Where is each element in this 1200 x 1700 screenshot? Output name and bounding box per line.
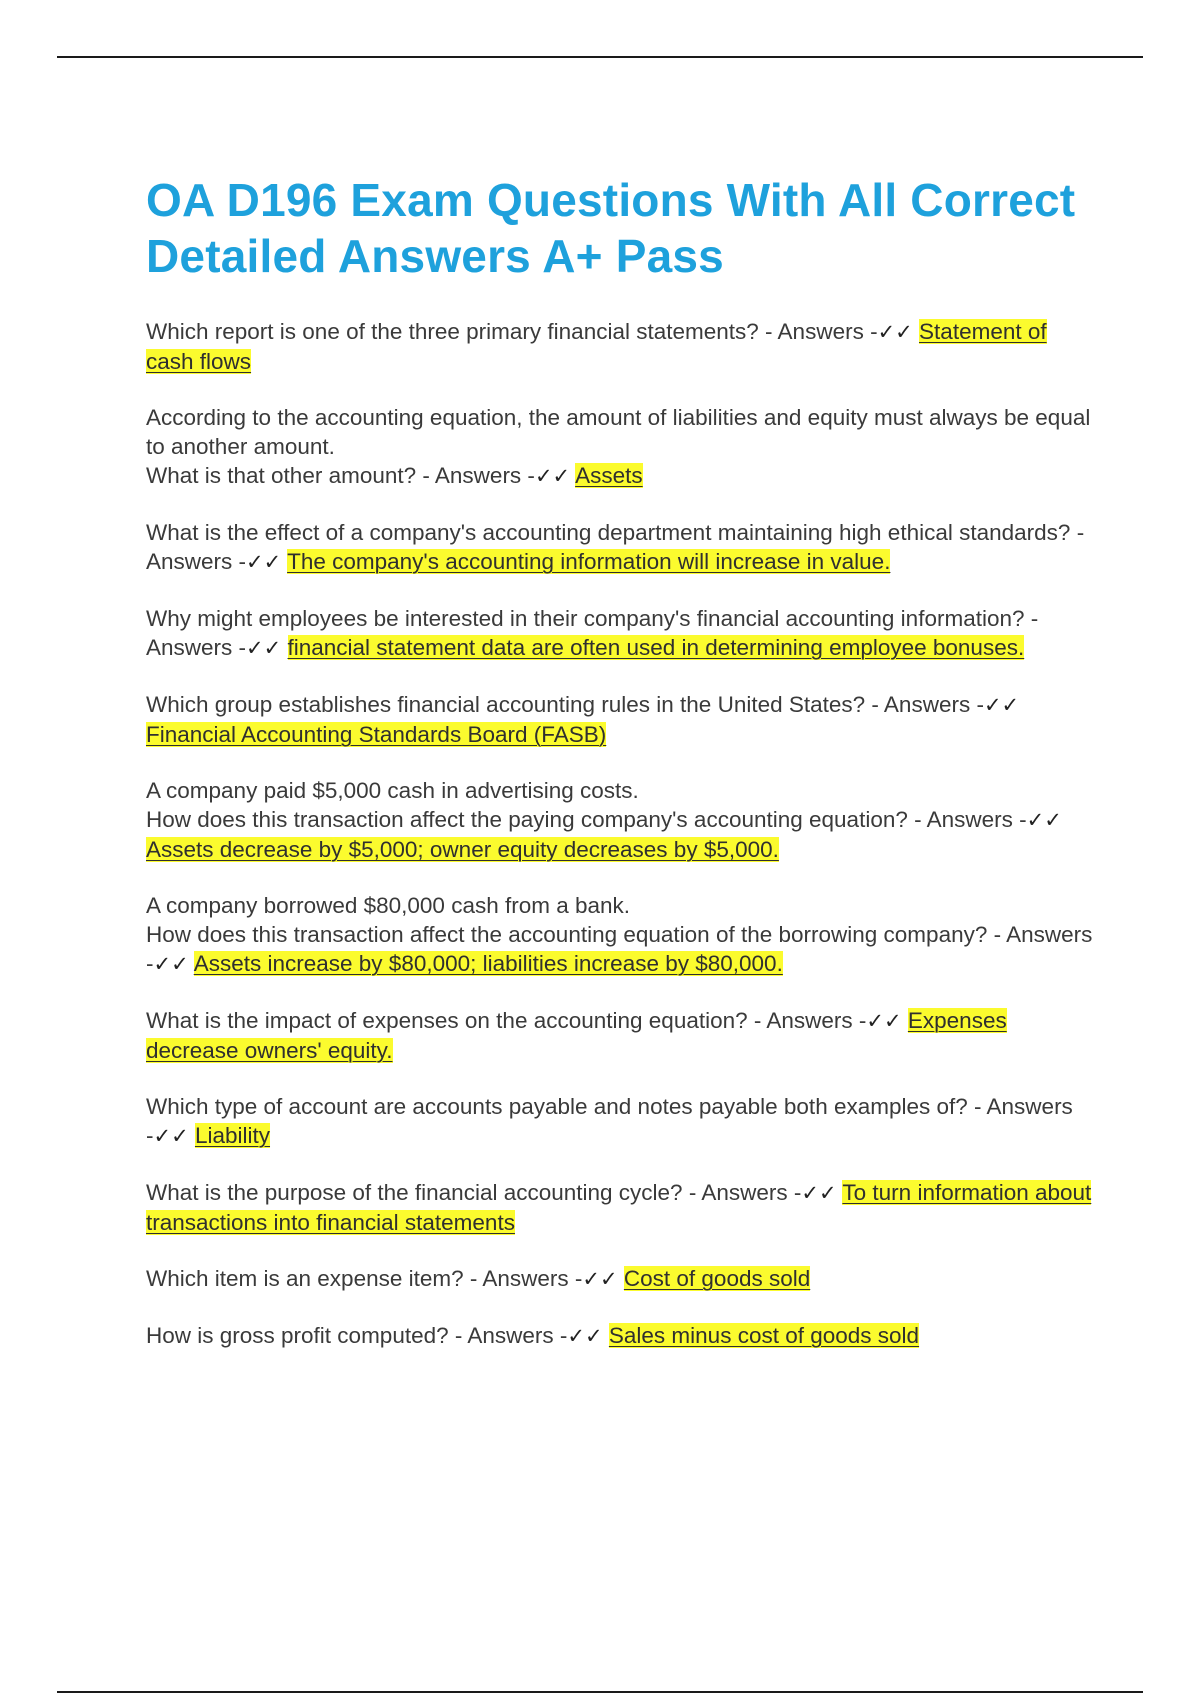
qa-item xyxy=(146,1006,1096,1065)
question-text: A company paid $5,000 cash in advertising costs. How does this transaction affect the paying company's accounting equation? xyxy=(146,778,908,832)
qa-item xyxy=(146,690,1096,749)
qa-item xyxy=(146,776,1096,864)
document-body xyxy=(146,172,1096,1378)
answer-prefix: - Answers - xyxy=(758,319,878,344)
highlighted-answer: Assets decrease by $5,000; owner equity decreases by $5,000. xyxy=(146,837,779,862)
answer-prefix: - Answers - xyxy=(146,520,1085,574)
document-title: OA D196 Exam Questions With All Correct Detailed Answers A+ Pass xyxy=(146,174,1076,282)
question-text: A company borrowed $80,000 cash from a bank. How does this transaction affect the accounting equation of the borrowing company? xyxy=(146,893,988,947)
highlighted-answer: The company's accounting information will increase in value. xyxy=(287,549,891,574)
answer-prefix: - Answers - xyxy=(747,1008,867,1033)
check-marks-icon: ✓✓ xyxy=(153,1124,189,1148)
qa-item xyxy=(146,1321,1096,1351)
qa-item xyxy=(146,403,1096,491)
question-text: Which report is one of the three primary financial statements? xyxy=(146,319,759,344)
check-marks-icon: ✓✓ xyxy=(582,1267,618,1291)
qa-item xyxy=(146,891,1096,979)
answer-prefix: - Answers - xyxy=(865,692,984,717)
highlighted-answer: financial statement data are often used in determining employee bonuses. xyxy=(287,635,1025,660)
answer-prefix: - Answers - xyxy=(907,807,1027,832)
answer-prefix: - Answers - xyxy=(682,1180,802,1205)
page-top-rule xyxy=(57,56,1143,58)
qa-item xyxy=(146,604,1096,663)
check-marks-icon: ✓✓ xyxy=(801,1181,837,1205)
answer-prefix: - Answers - xyxy=(146,922,1093,976)
qa-item xyxy=(146,518,1096,577)
question-text: Which type of account are accounts payable and notes payable both examples of? xyxy=(146,1094,968,1119)
check-marks-icon: ✓✓ xyxy=(877,320,913,344)
highlighted-answer: Assets xyxy=(575,463,643,488)
answer-prefix: - Answers - xyxy=(448,1323,568,1348)
qa-item xyxy=(146,317,1096,376)
highlighted-answer: To turn information about transactions into financial statements xyxy=(146,1180,1092,1235)
question-text: What is the effect of a company's accounting department maintaining high ethical standards? xyxy=(146,520,1071,545)
answer-prefix: - Answers - xyxy=(146,1094,1073,1148)
check-marks-icon: ✓✓ xyxy=(534,464,571,488)
question-text: What is the purpose of the financial accounting cycle? xyxy=(146,1180,683,1205)
question-text: Why might employees be interested in their company's financial accounting information? xyxy=(146,606,1025,631)
qa-list xyxy=(146,317,1096,1351)
question-text: Which group establishes financial accounting rules in the United States? xyxy=(146,692,866,717)
check-marks-icon: ✓✓ xyxy=(246,550,282,574)
question-text: How is gross profit computed? xyxy=(146,1323,449,1348)
qa-item xyxy=(146,1092,1096,1151)
highlighted-answer: Sales minus cost of goods sold xyxy=(608,1323,920,1348)
check-marks-icon: ✓✓ xyxy=(246,636,282,660)
highlighted-answer: Expenses decrease owners' equity. xyxy=(146,1008,1007,1063)
question-text: What is the impact of expenses on the accounting equation? xyxy=(146,1008,748,1033)
highlighted-answer: Liability xyxy=(194,1123,271,1148)
answer-prefix: - Answers - xyxy=(146,606,1039,660)
check-marks-icon: ✓✓ xyxy=(153,952,189,976)
question-text: According to the accounting equation, the amount of liabilities and equity must always be equal to another amount. What is that other amount? xyxy=(146,405,1091,488)
check-marks-icon: ✓✓ xyxy=(983,693,1020,717)
highlighted-answer: Statement of cash flows xyxy=(146,319,1047,374)
qa-item xyxy=(146,1264,1096,1294)
qa-item xyxy=(146,1178,1096,1237)
highlighted-answer: Cost of goods sold xyxy=(623,1266,811,1291)
page-bottom-rule xyxy=(57,1691,1143,1693)
check-marks-icon: ✓✓ xyxy=(866,1009,902,1033)
check-marks-icon: ✓✓ xyxy=(567,1324,603,1348)
highlighted-answer: Assets increase by $80,000; liabilities increase by $80,000. xyxy=(193,951,783,976)
answer-prefix: - Answers - xyxy=(463,1266,583,1291)
question-text: Which item is an expense item? xyxy=(146,1266,464,1291)
highlighted-answer: Financial Accounting Standards Board (FASB) xyxy=(146,722,607,747)
check-marks-icon: ✓✓ xyxy=(1026,808,1062,832)
answer-prefix: - Answers - xyxy=(416,463,535,488)
